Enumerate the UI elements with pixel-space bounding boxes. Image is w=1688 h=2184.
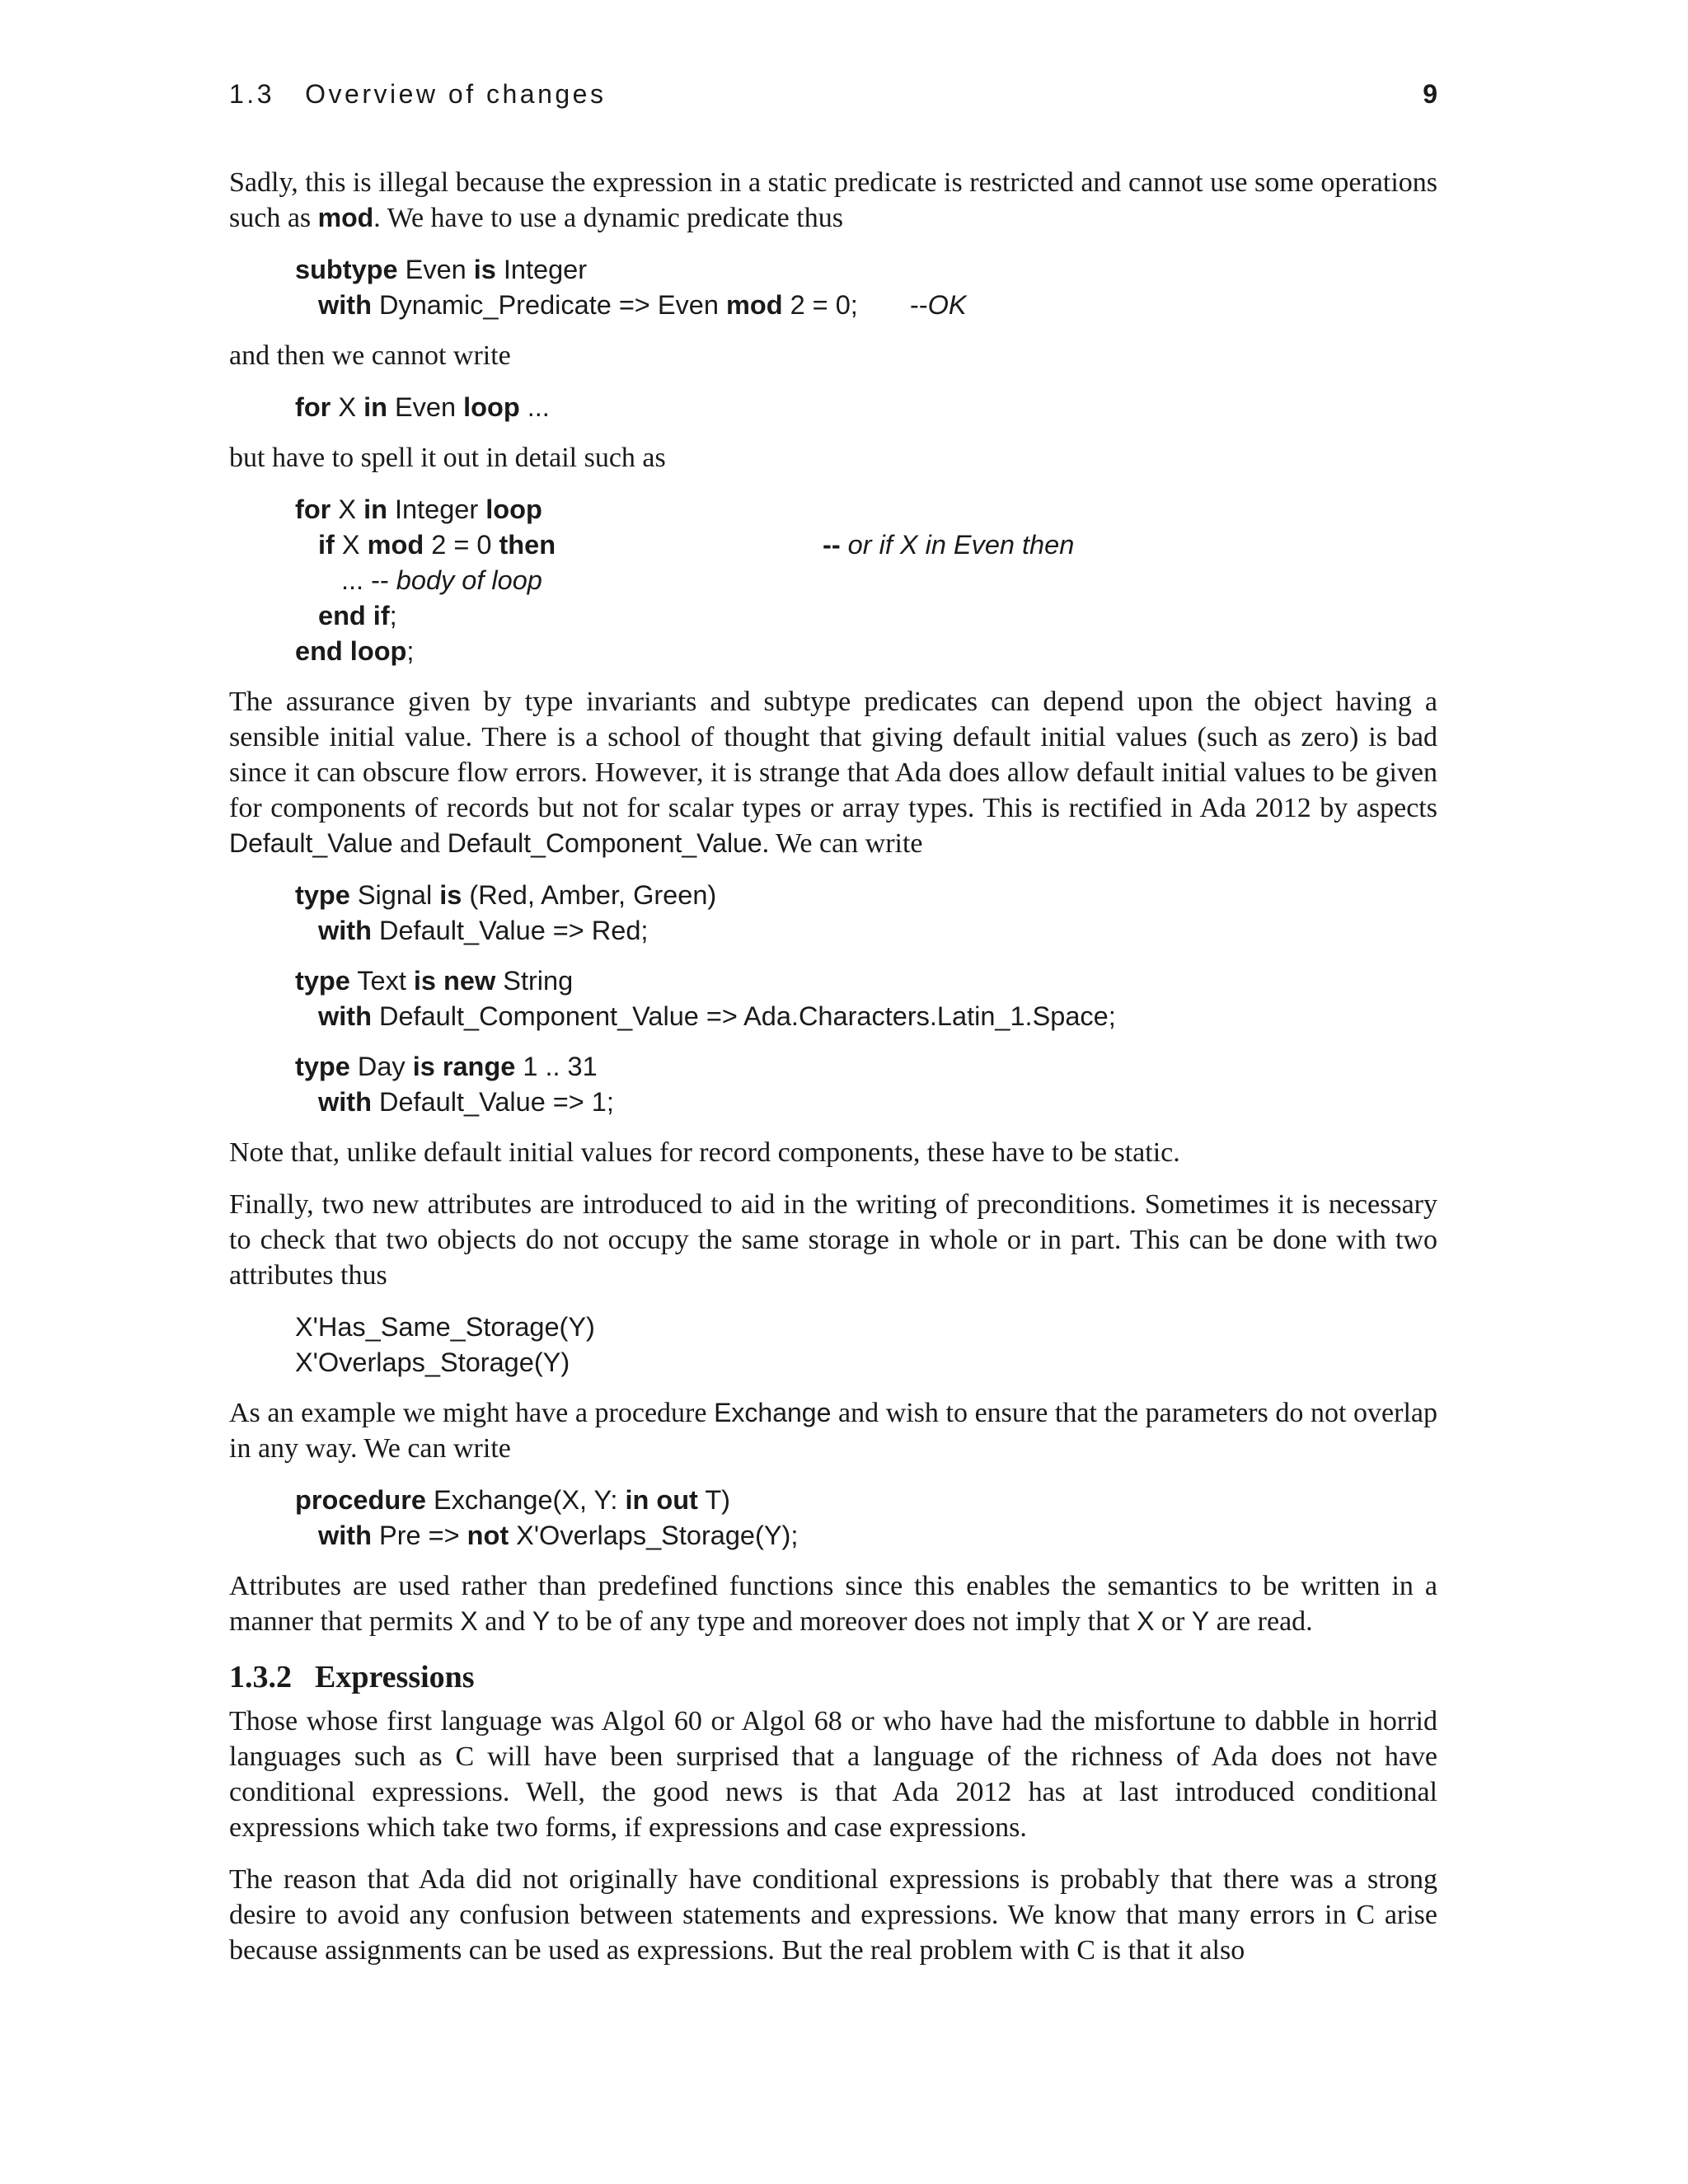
text: As an example we might have a procedure: [229, 1398, 715, 1428]
code-text: Exchange(X, Y:: [425, 1485, 626, 1515]
code-line: [295, 492, 1437, 527]
code-line: [295, 288, 1437, 323]
text: and: [392, 828, 448, 859]
keyword: with: [318, 1521, 372, 1550]
code-line: [295, 913, 1437, 949]
identifier: X: [1137, 1606, 1155, 1636]
paragraph-default-values: [229, 684, 1437, 861]
code-text: Signal: [349, 880, 440, 910]
paragraph-attributes-rationale: [229, 1568, 1437, 1639]
code-text: (Red, Amber, Green): [462, 880, 717, 910]
keyword: type: [295, 1052, 350, 1081]
identifier: Default_Value: [229, 828, 393, 858]
code-line: [295, 1518, 1437, 1554]
code-block-even: [295, 252, 1437, 323]
keyword: for: [295, 494, 331, 524]
keyword: loop: [463, 392, 520, 422]
text: are read.: [1209, 1606, 1313, 1637]
code-text: Pre =>: [371, 1521, 467, 1550]
code-comment: [823, 527, 1074, 563]
code-text: X: [331, 392, 364, 422]
keyword: with: [318, 290, 372, 320]
code-text: T): [697, 1485, 731, 1515]
code-line: [295, 252, 1437, 288]
code-line: [295, 563, 1437, 598]
keyword: is: [473, 255, 496, 284]
text: The assurance given by type invariants and subtype predicates can depend upon the object having a sensible initial value. There is a school of thought that giving default initial values (such as zero) is bad since it can obscure flow errors. However, it is strange that Ada does allow default initial values to be given for components of records but not for scalar types or array types. This is rectified in Ada 2012 by aspects: [229, 687, 1437, 823]
code-text: 2 = 0: [424, 530, 499, 560]
paragraph: Finally, two new attributes are introduced to aid in the writing of preconditions. Sometimes it is necessary to check that two objects do not occupy the same storage in whole or in part. This can be done with two attributes thus: [229, 1189, 1437, 1291]
code-block-exchange: [295, 1483, 1437, 1554]
code-line: [295, 999, 1437, 1034]
code-line: [295, 390, 1437, 425]
code-line: [295, 1085, 1437, 1120]
comment-text: or if X in Even then: [840, 530, 1075, 560]
code-text: ;: [389, 601, 397, 630]
identifier: Y: [1191, 1606, 1210, 1636]
code-line: X'Overlaps_Storage(Y): [295, 1347, 570, 1377]
text: and wish to ensure that the parameters do not overlap in any way. We can write: [229, 1398, 1437, 1464]
keyword: in: [363, 494, 387, 524]
keyword: loop: [485, 494, 542, 524]
identifier: Y: [532, 1606, 551, 1636]
code-line: X'Has_Same_Storage(Y): [295, 1312, 595, 1342]
keyword: is range: [412, 1052, 516, 1081]
keyword: with: [318, 916, 372, 945]
keyword: then: [499, 530, 556, 560]
text: . We can write: [762, 828, 923, 859]
keyword: procedure: [295, 1485, 426, 1515]
section-heading: [229, 1657, 1437, 1697]
keyword: subtype: [295, 255, 398, 284]
code-text: Dynamic_Predicate => Even: [371, 290, 726, 320]
section-title: 1.3 Overview of changes: [229, 79, 607, 109]
code-block-attributes: [295, 1310, 1437, 1380]
code-text: Default_Value => 1;: [371, 1087, 614, 1117]
page: [229, 79, 1437, 1985]
code-line: [295, 598, 1437, 634]
keyword: mod: [367, 530, 424, 560]
keyword: for: [295, 392, 331, 422]
keyword: with: [318, 1001, 372, 1031]
code-block-text: [295, 963, 1437, 1034]
keyword: in: [363, 392, 387, 422]
text: to be of any type and moreover does not imply that: [550, 1606, 1137, 1637]
keyword: in out: [625, 1485, 698, 1515]
code-text: Default_Component_Value => Ada.Characters.Latin_1.Space;: [371, 1001, 1116, 1031]
code-text: Day: [349, 1052, 413, 1081]
code-text: ;: [406, 636, 415, 666]
code-line: [295, 878, 1437, 913]
keyword: end loop: [295, 636, 407, 666]
code-block-for-integer: [295, 492, 1437, 669]
code-block-for-even: [295, 390, 1437, 425]
code-line: [295, 527, 1437, 563]
code-line: [295, 963, 1437, 999]
code-text: Even: [387, 392, 464, 422]
keyword: not: [467, 1521, 509, 1550]
paragraph: The reason that Ada did not originally have conditional expressions is probably that there was a strong desire to avoid any confusion between statements and expressions. We know that many errors in C arise because assignments can be used as expressions. But the real problem with C is that it also: [229, 1864, 1437, 1966]
identifier: X: [460, 1606, 478, 1636]
paragraph: and then we cannot write: [229, 340, 511, 371]
keyword: is new: [413, 966, 496, 996]
keyword: is: [439, 880, 462, 910]
code-text: Integer: [387, 494, 486, 524]
keyword: type: [295, 966, 350, 996]
text: . We have to use a dynamic predicate thus: [373, 203, 843, 233]
code-text: X'Overlaps_Storage(Y);: [509, 1521, 799, 1550]
code-text: Text: [349, 966, 414, 996]
code-line: [295, 634, 1437, 669]
text: Sadly, this is illegal because the expression in a static predicate is restricted and cannot use some operations such as: [229, 167, 1437, 233]
section-title: Expressions: [315, 1660, 475, 1694]
code-text: Even: [397, 255, 474, 284]
code-text: String: [495, 966, 574, 996]
code-text: 2 = 0;: [782, 290, 858, 320]
paragraph-static-predicate: [229, 165, 1437, 236]
code-text: X: [331, 494, 364, 524]
identifier: Default_Component_Value: [447, 828, 762, 858]
code-text: Default_Value => Red;: [371, 916, 649, 945]
paragraph: Those whose first language was Algol 60 or Algol 68 or who have had the misfortune to dabble in horrid languages such as C will have been surprised that a language of the richness of Ada does not have conditional expressions. Well, the good news is that Ada 2012 has at last introduced conditional expressions which take two forms, if expressions and case expressions.: [229, 1706, 1437, 1843]
code-line: [295, 1483, 1437, 1518]
code-comment: --OK: [910, 290, 967, 320]
keyword: end if: [318, 601, 390, 630]
keyword: type: [295, 880, 350, 910]
text: and: [477, 1606, 532, 1637]
identifier: Exchange: [714, 1398, 832, 1427]
paragraph: but have to spell it out in detail such as: [229, 443, 666, 473]
keyword: mod: [317, 203, 374, 232]
code-text: ...: [519, 392, 550, 422]
text: or: [1154, 1606, 1192, 1637]
code-block-signal: [295, 878, 1437, 949]
code-text: Integer: [495, 255, 588, 284]
comment-text: body of loop: [396, 565, 542, 595]
comment-dash: --: [823, 530, 841, 560]
comment-text: OK: [927, 290, 967, 320]
page-number: 9: [1423, 79, 1437, 109]
section-number: 1.3.2: [229, 1660, 292, 1694]
code-block-day: [295, 1049, 1437, 1120]
text: Attributes are used rather than predefined functions since this enables the semantics to be written in a manner that permits: [229, 1571, 1437, 1637]
running-header: [229, 79, 1437, 129]
code-line: [295, 1049, 1437, 1085]
code-text: ... --: [341, 565, 396, 595]
paragraph-exchange: [229, 1395, 1437, 1466]
code-text: X: [334, 530, 368, 560]
keyword: if: [318, 530, 335, 560]
keyword: mod: [725, 290, 783, 320]
paragraph: Note that, unlike default initial values for record components, these have to be static.: [229, 1137, 1180, 1168]
code-text: 1 .. 31: [515, 1052, 598, 1081]
keyword: with: [318, 1087, 372, 1117]
